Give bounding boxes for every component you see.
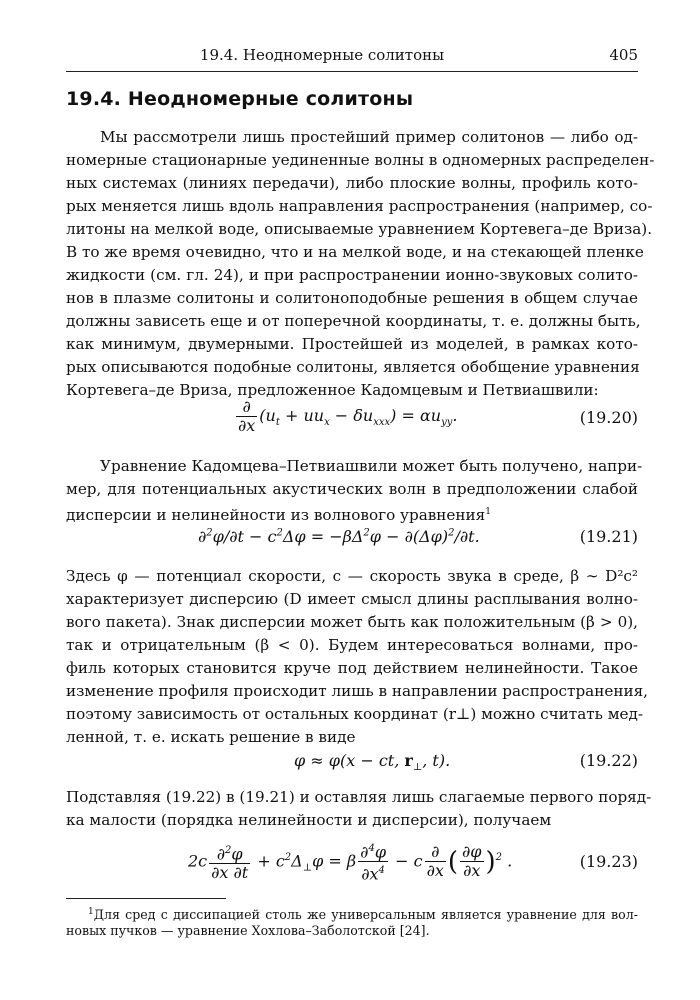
text-line: ленной, т. е. искать решение в виде (66, 728, 356, 746)
equation-body: φ ≈ φ(x − ct, $r_\perp$, t). (294, 751, 451, 774)
text-line: Кортевега–де Вриза, предложенное Кадомцевым и Петвиашвили: (66, 381, 599, 399)
running-head (66, 46, 638, 66)
text-line: изменение профиля происходит лишь в направлении распространения, (66, 682, 649, 700)
footnote-text: Для сред с диссипацией столь же универсальным является уравнение для вол- (93, 907, 638, 923)
text-line: должны зависеть еще и от поперечной координаты, т. е. должны быть, (66, 312, 641, 330)
text-line: ных системах (линиях передачи), либо плоские волны, профиль кото- (66, 174, 638, 192)
footnote-ref: 1 (485, 507, 491, 517)
text-line: поэтому зависимость от остальных координат (r⊥) можно считать мед- (66, 705, 644, 723)
text-line: рых меняется лишь вдоль направления распространения (например, со- (66, 197, 653, 215)
equation-body: 2c $\frac{\partial^2\varphi}{\partial x \partial t}$ + $c^2\Delta_\perp\varphi = \beta$ $\frac{\partial^4\varphi}{\partial x^4}$ − c $\frac{\partial}{\partial x}$ ( $\frac{\partial\varphi}{\partial x}$ )$^2$ . (188, 840, 512, 884)
text-line: жидкости (см. гл. 24), и при распространении ионно-звуковых солито- (66, 266, 638, 284)
equation-19-22 (66, 751, 638, 775)
section-heading: 19.4. Неодномерные солитоны (66, 88, 414, 110)
text-line: филь которых становится круче под действием нелинейности. Такое (66, 659, 638, 677)
equation-body: $\partial^2\varphi/\partial t - c^2\Delta\varphi = -\beta\Delta^2\varphi - \partial(\Delta\varphi)^2/\partial t$. (198, 527, 480, 546)
text-line: В то же время очевидно, что и на мелкой воде, и на стекающей пленке (66, 243, 644, 261)
text-line: Подставляя (19.22) в (19.21) и оставляя лишь слагаемые первого поряд- (66, 788, 652, 806)
text-line: Уравнение Кадомцева–Петвиашвили может быть получено, напри- (100, 457, 643, 475)
text-line (66, 502, 638, 525)
equation-19-20 (66, 398, 638, 442)
equation-19-21 (66, 527, 638, 551)
header-rule (66, 71, 638, 72)
text-line: Здесь φ — потенциал скорости, c — скорость звука в среде, β ∼ D²c² (66, 567, 638, 585)
text-line: вого пакета). Знак дисперсии может быть как положительным (β > 0), (66, 613, 638, 631)
text-line: Мы рассмотрели лишь простейший пример солитонов — либо од- (100, 128, 638, 146)
text-line: мер, для потенциальных акустических волн в предположении слабой (66, 480, 638, 498)
equation-number: (19.22) (579, 751, 638, 770)
text-line: ка малости (порядка нелинейности и дисперсии), получаем (66, 811, 552, 829)
footnote-mark: 1 (88, 907, 94, 917)
text-line: рых описываются подобные солитоны, является обобщение уравнения (66, 358, 640, 376)
equation-number: (19.20) (579, 408, 638, 427)
text-fragment: дисперсии и нелинейности из волнового уравнения (66, 506, 486, 525)
text-line: как минимум, двумерными. Простейшей из моделей, в рамках кото- (66, 335, 638, 353)
footnote-line (88, 903, 638, 924)
footnote-line: новых пучков — уравнение Хохлова–Заболотской [24]. (66, 923, 430, 938)
equation-19-23 (66, 840, 638, 888)
text-line: характеризует дисперсию (D имеет смысл длины расплывания волно- (66, 590, 638, 608)
equation-number: (19.21) (579, 527, 638, 546)
equation-number: (19.23) (579, 852, 638, 871)
equation-body: $\frac{\partial}{\partial x}$ $(u_t + uu_x - \delta u_{xxx}) = \alpha u_{yy}$. (238, 397, 458, 435)
footnote-rule (66, 898, 226, 899)
page-number: 405 (609, 46, 638, 64)
text-line: литоны на мелкой воде, описываемые уравнением Кортевега–де Вриза). (66, 220, 653, 238)
text-line: номерные стационарные уединенные волны в одномерных распределен- (66, 151, 655, 169)
text-line: так и отрицательным (β < 0). Будем интересоваться волнами, про- (66, 636, 638, 654)
text-line: нов в плазме солитоны и солитоноподобные решения в общем случае (66, 289, 638, 307)
running-head-title: 19.4. Неодномерные солитоны (199, 46, 445, 64)
